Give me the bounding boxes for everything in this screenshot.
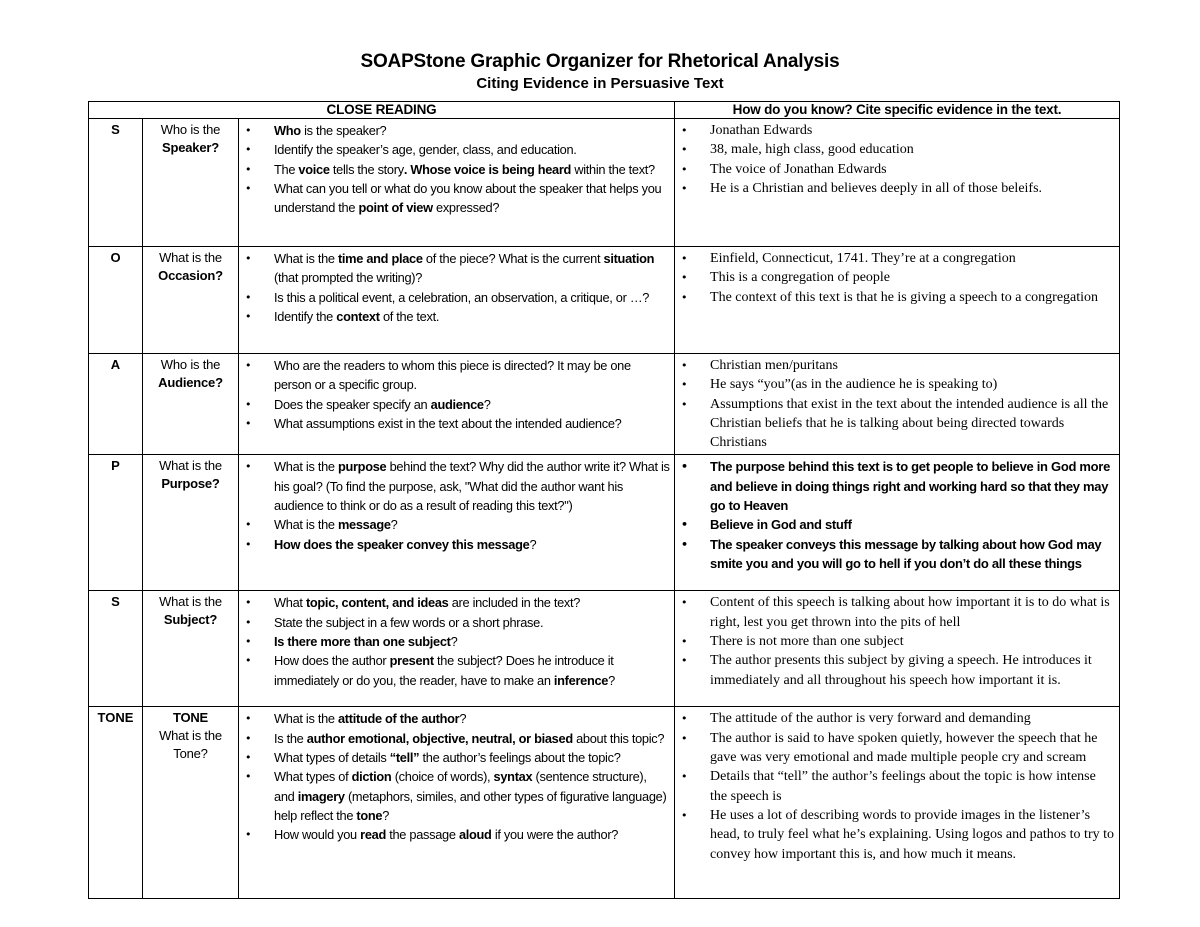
prompt-list	[239, 707, 674, 846]
prompt-emphasis: time and place	[337, 251, 423, 266]
evidence-cell	[675, 455, 1120, 591]
row-purpose	[89, 455, 1120, 591]
prompt-item	[245, 593, 670, 612]
row-letter: O	[89, 247, 143, 354]
prompt-item	[245, 414, 670, 433]
evidence-item: • Assumptions that exist in the text about the intended audience is all the Christian beliefs that he is talking about being directed towards Christians	[681, 395, 1115, 453]
prompt-text: What is the	[274, 459, 338, 475]
evidence-item: • The author is said to have spoken quietly, however the speech that he gave was very emotional and made multiple people cry and scream	[681, 729, 1115, 768]
evidence-item: • This is a congregation of people	[681, 268, 1115, 287]
prompt-text: ?	[608, 672, 615, 688]
prompt-item	[245, 457, 670, 515]
question-line2: Speaker?	[162, 140, 219, 155]
prompt-emphasis: situation	[603, 251, 655, 266]
row-occasion	[89, 247, 1120, 354]
row-letter: A	[89, 354, 143, 455]
evidence-cell	[675, 354, 1120, 455]
prompt-text: ?	[450, 634, 458, 650]
question-line1: What is the	[159, 458, 222, 474]
row-letter: P	[89, 455, 143, 591]
prompt-list	[239, 119, 674, 219]
prompt-item	[245, 249, 670, 288]
prompt-text: ?	[529, 536, 537, 552]
prompt-item	[245, 160, 670, 179]
row-audience	[89, 354, 1120, 455]
prompt-list	[239, 455, 674, 555]
prompt-emphasis: aloud	[458, 827, 492, 843]
header-row	[89, 102, 1120, 119]
close-reading-cell	[239, 591, 675, 707]
question-line1: What is the	[159, 250, 222, 265]
prompt-item	[245, 709, 670, 728]
prompt-item	[245, 729, 670, 748]
evidence-list	[675, 354, 1119, 454]
question-line1: What is the	[159, 594, 222, 610]
prompt-item	[245, 767, 670, 825]
evidence-item: • The voice of Jonathan Edwards	[681, 160, 1115, 179]
prompt-item	[245, 632, 670, 651]
prompt-text: What can you tell or what do you know about the speaker that helps you understand the	[274, 180, 662, 216]
prompt-item	[245, 535, 670, 554]
evidence-item: • Believe in God and stuff	[681, 515, 1115, 534]
prompt-item	[245, 613, 670, 632]
prompt-item	[245, 825, 670, 844]
prompt-emphasis: inference	[553, 672, 609, 688]
prompt-emphasis: imagery	[297, 788, 345, 804]
evidence-item: • The attitude of the author is very forward and demanding	[681, 709, 1115, 728]
question-line2: Tone?	[173, 746, 208, 762]
prompt-emphasis: point of view	[358, 200, 433, 216]
question-line2: Purpose?	[161, 476, 220, 492]
prompt-text: Does the speaker specify an	[274, 396, 431, 412]
prompt-emphasis: Who	[274, 123, 301, 138]
evidence-item: • There is not more than one subject	[681, 632, 1115, 651]
prompt-text: What types of	[274, 769, 352, 785]
row-speaker	[89, 119, 1120, 247]
evidence-item: • Content of this speech is talking about how important it is to do what is right, lest you get thrown into the pits of hell	[681, 593, 1115, 632]
prompt-emphasis: context	[336, 308, 380, 324]
prompt-text: Is the	[274, 730, 307, 746]
prompt-text: Identify the	[274, 308, 337, 324]
evidence-list	[675, 119, 1119, 200]
prompt-text: are included in the text?	[448, 595, 581, 611]
row-tone	[89, 707, 1120, 899]
prompt-emphasis: author emotional, objective, neutral, or biased	[306, 730, 573, 746]
prompt-list	[239, 247, 674, 328]
question-line1: Who is the	[160, 357, 221, 372]
prompt-text: ?	[390, 517, 398, 533]
prompt-emphasis: message	[337, 517, 391, 533]
prompt-text: tells the story	[329, 161, 404, 177]
prompt-text: of the piece? What is the current	[422, 251, 604, 266]
organizer-table	[88, 101, 1120, 899]
row-subject	[89, 591, 1120, 707]
prompt-item	[245, 395, 670, 414]
page-title: SOAPStone Graphic Organizer for Rhetorical Analysis	[360, 51, 840, 72]
row-question	[143, 591, 239, 707]
prompt-emphasis: purpose	[337, 459, 387, 475]
row-question	[143, 354, 239, 455]
prompt-text: if you were the author?	[491, 827, 619, 843]
prompt-item	[245, 288, 670, 307]
prompt-text: is the speaker?	[300, 123, 387, 138]
prompt-item	[245, 748, 670, 767]
prompt-emphasis: audience	[430, 396, 484, 412]
prompt-item	[245, 651, 670, 690]
row-question	[143, 455, 239, 591]
prompt-emphasis: voice	[298, 161, 330, 177]
prompt-text: Who are the readers to whom this piece is directed? It may be one person or a specific group.	[274, 358, 631, 393]
evidence-cell	[675, 247, 1120, 354]
evidence-cell	[675, 591, 1120, 707]
prompt-item	[245, 307, 670, 326]
question-line1: What is the	[159, 728, 222, 744]
prompt-text: State the subject in a few words or a short phrase.	[274, 614, 544, 630]
prompt-list	[239, 354, 674, 435]
prompt-text: What	[274, 595, 306, 611]
question-line2: Occasion?	[158, 268, 223, 283]
prompt-emphasis: . Whose voice is being heard	[403, 161, 572, 177]
prompt-text: Is this a political event, a celebration, an observation, a critique, or …?	[274, 289, 650, 305]
question-line0: TONE	[172, 710, 209, 726]
prompt-emphasis: topic, content, and ideas	[305, 595, 449, 611]
prompt-text: (sentence structure), and	[274, 769, 647, 804]
row-question	[143, 119, 239, 247]
prompt-emphasis: “tell”	[389, 750, 420, 766]
close-reading-cell	[239, 119, 675, 247]
title-block	[0, 50, 1200, 94]
evidence-item: • He is a Christian and believes deeply in all of those beleifs.	[681, 179, 1115, 198]
evidence-list	[675, 247, 1119, 309]
prompt-text: What assumptions exist in the text about the intended audience?	[274, 415, 622, 431]
evidence-list	[675, 707, 1119, 865]
prompt-item	[245, 179, 670, 218]
row-letter: S	[89, 591, 143, 707]
prompt-text: What is the	[274, 517, 338, 533]
close-reading-cell	[239, 354, 675, 455]
prompt-text: How does the author	[274, 653, 390, 669]
prompt-emphasis: syntax	[493, 769, 533, 785]
prompt-emphasis: attitude of the author	[337, 711, 460, 727]
prompt-emphasis: present	[389, 653, 434, 669]
evidence-item: • Jonathan Edwards	[681, 121, 1115, 140]
prompt-text: ?	[382, 807, 390, 823]
prompt-text: The	[274, 161, 299, 177]
prompt-text: ?	[459, 711, 467, 727]
prompt-text: ?	[483, 396, 491, 412]
evidence-list	[675, 455, 1119, 575]
evidence-item: • Christian men/puritans	[681, 356, 1115, 375]
prompt-text: (metaphors, similes, and other types of figurative language) help reflect the	[274, 788, 667, 823]
evidence-cell	[675, 707, 1120, 899]
evidence-item: • He uses a lot of describing words to provide images in the listener’s head, to truly feel what he’s explaining. Using logos and pathos to try to convey how important this is, and how much it means.	[681, 806, 1115, 864]
question-line2: Audience?	[158, 375, 223, 390]
page-subtitle: Citing Evidence in Persuasive Text	[476, 75, 724, 92]
evidence-cell	[675, 119, 1120, 247]
question-line2: Subject?	[163, 612, 218, 628]
prompt-text: about this topic?	[572, 730, 665, 746]
prompt-emphasis: How does the speaker convey this message	[274, 536, 530, 552]
evidence-item: • The speaker conveys this message by talking about how God may smite you and you will go to hell if you don’t do all these things	[681, 535, 1115, 574]
prompt-emphasis: Is there more than one subject	[274, 634, 451, 650]
row-question	[143, 707, 239, 899]
prompt-item	[245, 140, 670, 159]
close-reading-cell	[239, 707, 675, 899]
evidence-list	[675, 591, 1119, 691]
prompt-emphasis: tone	[356, 807, 383, 823]
evidence-item: • The purpose behind this text is to get people to believe in God more and believe in doing things right and working hard so that they may go to Heaven	[681, 457, 1115, 515]
prompt-text: Identify the speaker’s age, gender, class, and education.	[274, 142, 577, 158]
prompt-text: What types of details	[274, 750, 390, 766]
prompt-emphasis: diction	[351, 769, 392, 785]
row-question	[143, 247, 239, 354]
prompt-text: (that prompted the writing)?	[274, 270, 423, 286]
header-close-reading: CLOSE READING	[89, 102, 675, 119]
evidence-item: • He says “you”(as in the audience he is speaking to)	[681, 375, 1115, 394]
prompt-text: the passage	[385, 827, 459, 843]
row-letter: TONE	[89, 707, 143, 899]
close-reading-cell	[239, 455, 675, 591]
prompt-text: behind the text? Why did the author write it? What is his goal? (To find the purpose, ask, "What did the author want his audience to think or do as a result of reading this text?")	[274, 459, 670, 514]
prompt-text: within the text?	[571, 161, 655, 177]
prompt-text: expressed?	[432, 200, 500, 216]
prompt-text: How would you	[274, 827, 361, 843]
prompt-item	[245, 356, 670, 395]
evidence-item: • The author presents this subject by giving a speech. He introduces it immediately and all throughout his speech how important it is.	[681, 651, 1115, 690]
prompt-list	[239, 591, 674, 691]
prompt-emphasis: read	[360, 827, 386, 843]
prompt-text: the subject? Does he introduce it immediately or do you, the reader, have to make an	[274, 653, 614, 688]
prompt-item	[245, 121, 670, 140]
prompt-text: What is the	[274, 711, 338, 727]
evidence-item: • Details that “tell” the author’s feelings about the topic is how intense the speech is	[681, 767, 1115, 806]
evidence-item: • The context of this text is that he is giving a speech to a congregation	[681, 288, 1115, 307]
evidence-item: • 38, male, high class, good education	[681, 140, 1115, 159]
prompt-item	[245, 515, 670, 534]
question-line1: Who is the	[160, 122, 221, 137]
header-evidence: How do you know? Cite specific evidence in the text.	[675, 102, 1120, 119]
evidence-item: • Einfield, Connecticut, 1741. They’re at a congregation	[681, 249, 1115, 268]
row-letter: S	[89, 119, 143, 247]
close-reading-cell	[239, 247, 675, 354]
prompt-text: (choice of words),	[391, 769, 494, 785]
prompt-text: of the text.	[379, 308, 440, 324]
organizer-rows	[89, 119, 1120, 899]
prompt-text: What is the	[274, 251, 338, 266]
prompt-text: the author’s feelings about the topic?	[419, 750, 621, 766]
